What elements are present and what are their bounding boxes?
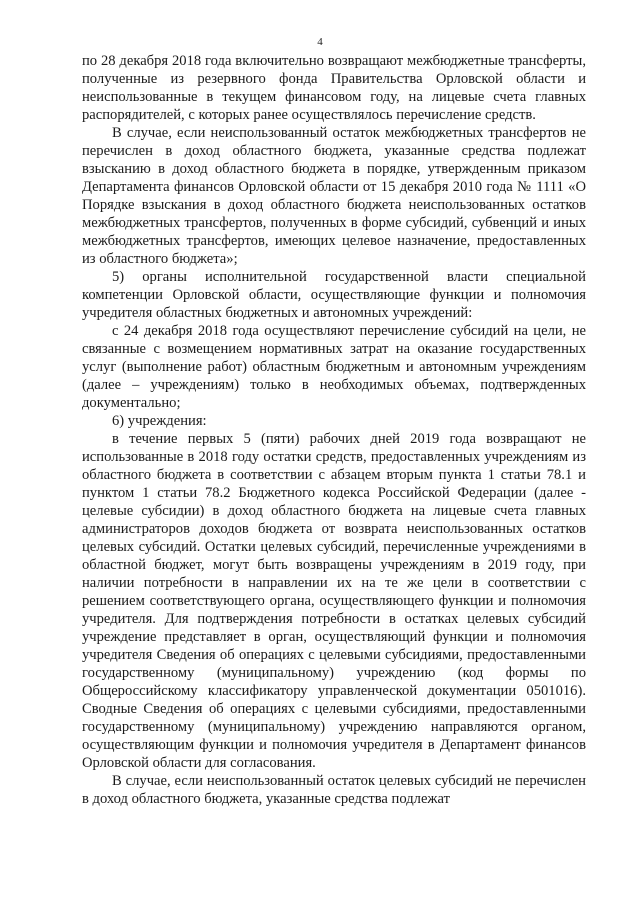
page-number: 4 bbox=[317, 36, 323, 48]
paragraph-5: 6) учреждения: bbox=[112, 413, 207, 429]
document-body bbox=[82, 52, 586, 808]
paragraph-4: с 24 декабря 2018 года осуществляют перечисление субсидий на цели, не связанные с возмещением нормативных затрат на оказание государственных услуг (выполнение работ) областным бюджетным и автономным учреждениям (далее – учреждениям) только в необходимых объемах, подтвержденных документально; bbox=[82, 323, 586, 411]
paragraph-7: В случае, если неиспользованный остаток целевых субсидий не перечислен в доход областного бюджета, указанные средства подлежат bbox=[82, 773, 586, 807]
paragraph-1: по 28 декабря 2018 года включительно возвращают межбюджетные трансферты, полученные из резервного фонда Правительства Орловской области и неиспользованные в текущем финансовом году, на лицевые счета главных распорядителей, с которых ранее осуществлялось перечисление средств. bbox=[82, 53, 586, 123]
paragraph-2: В случае, если неиспользованный остаток межбюджетных трансфертов не перечислен в доход областного бюджета, указанные средства подлежат взысканию в доход областного бюджета в порядке, утвержденным приказом Департамента финансов Орловской области от 15 декабря 2010 года № 1111 «О Порядке взыскания в доход областного бюджета неиспользованных остатков межбюджетных трансфертов, полученных в форме субсидий, субвенций и иных межбюджетных трансфертов, имеющих целевое назначение, предоставленных из областного бюджета»; bbox=[82, 125, 586, 267]
paragraph-6: в течение первых 5 (пяти) рабочих дней 2019 года возвращают не использованные в 2018 году остатки средств, предоставленных учреждениям из областного бюджета в соответствии с абзацем вторым пункта 1 статьи 78.1 и пунктом 1 статьи 78.2 Бюджетного кодекса Российской Федерации (далее - целевые субсидии) в доход областного бюджета на лицевые счета главных администраторов доходов бюджета от возврата неиспользованных остатков целевых субсидий. Остатки целевых субсидий, перечисленные учреждениями в областной бюджет, могут быть возвращены учреждениям в 2019 году, при наличии потребности в направлении их на те же цели в соответствии с решением соответствующего органа, осуществляющего функции и полномочия учредителя. Для подтверждения потребности в остатках целевых субсидий учреждение представляет в орган, осуществляющий функции и полномочия учредителя Сведения об операциях с целевыми субсидиями, предоставленными государственному (муниципальному) учреждению (код формы по Общероссийскому классификатору управленческой документации 0501016). Сводные Сведения об операциях с целевыми субсидиями, предоставленными государственному (муниципальному) учреждению направляются органом, осуществляющим функции и полномочия учредителя в Департамент финансов Орловской области для согласования. bbox=[82, 431, 586, 771]
paragraph-3: 5) органы исполнительной государственной власти специальной компетенции Орловской области, осуществляющие функции и полномочия учредителя областных бюджетных и автономных учреждений: bbox=[82, 269, 586, 321]
